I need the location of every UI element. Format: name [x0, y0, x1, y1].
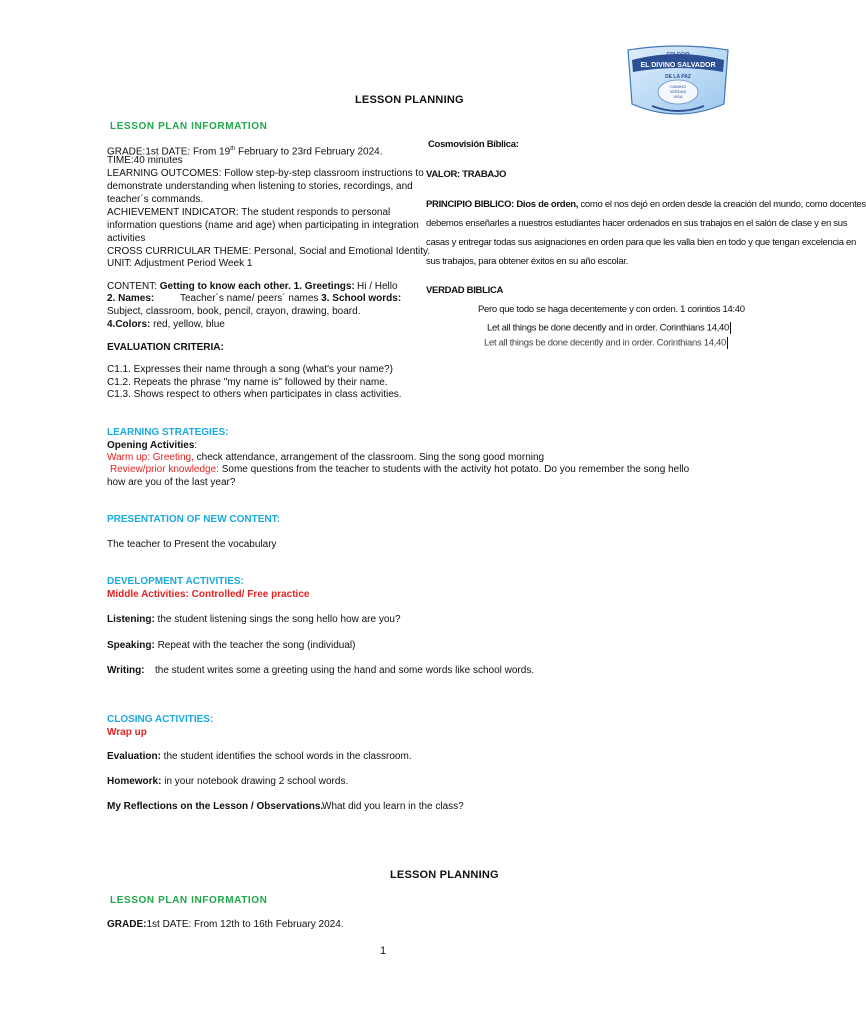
homework-line [107, 776, 348, 788]
opening-label: Opening Activities [107, 440, 195, 451]
school-crest-icon [622, 44, 734, 118]
strategies-heading: LEARNING STRATEGIES: [107, 427, 229, 438]
verdad-en-ghost-text: Let all things be done decently and in order. Corinthians 14,40 [484, 337, 727, 349]
warmup-line [107, 452, 544, 464]
principio-line-1 [426, 199, 866, 211]
page-number: 1 [380, 945, 387, 957]
text-cursor [730, 322, 731, 334]
content-line-3: Subject, classroom, book, pencil, crayon, drawing, board. [107, 306, 361, 317]
principio-line-4: sus trabajos, para obtener éxitos en su año escolar. [426, 256, 628, 267]
warmup-text: check attendance, arrangement of the classroom. Sing the song good morning [193, 452, 545, 463]
review-text: Some questions from the teacher to students with the activity hot potato. Do you remember the song hello [218, 464, 690, 475]
review-line-2: how are you of the last year? [107, 477, 236, 488]
reflections-label: My Reflections on the Lesson / Observations. [107, 801, 324, 812]
middle-activities: Middle Activities: Controlled/ Free practice [107, 589, 310, 600]
principio-text-1: como el nos dejó en orden desde la creación del mundo, como docentes [578, 199, 866, 210]
speaking-text: Repeat with the teacher the song (individual) [154, 640, 356, 651]
second-grade-line [107, 919, 344, 931]
development-heading: DEVELOPMENT ACTIVITIES: [107, 576, 244, 587]
listening-label: Listening: [107, 614, 155, 625]
writing-line [107, 665, 145, 677]
criteria-item: C1.1. Expresses their name through a song (what's your name?) [107, 364, 393, 375]
homework-label: Homework: [107, 776, 162, 787]
cosmovision-heading: Cosmovisión Bíblica: [428, 139, 519, 150]
verdad-en-text: Let all things be done decently and in order. Corinthians 14,40 [487, 322, 730, 334]
valor-line: VALOR: TRABAJO [426, 169, 507, 180]
grade-date-tail: February to 23rd February 2024. [235, 146, 383, 158]
evaluation-heading [107, 342, 224, 354]
content-line-4 [107, 319, 225, 331]
verdad-en-ghost [484, 337, 728, 349]
review-line [107, 464, 689, 476]
indicator-line-3: activities [107, 233, 146, 244]
second-title: LESSON PLANNING [390, 869, 499, 881]
writing-text: the student writes some a greeting using the hand and some words like school words. [155, 665, 535, 676]
content-colors-text: red, yellow, blue [150, 319, 225, 330]
listening-text: the student listening sings the song hello how are you? [154, 614, 401, 625]
svg-text:COLEGIO: COLEGIO [666, 52, 690, 58]
reflections-line [107, 801, 323, 813]
speaking-line [107, 640, 355, 652]
content-names-label: 2. Names: [107, 293, 155, 304]
verdad-label: VERDAD BIBLICA [426, 285, 504, 296]
page-title: LESSON PLANNING [355, 94, 464, 106]
unit-line: UNIT: Adjustment Period Week 1 [107, 258, 253, 269]
principio-line-2: debemos enseñarles a nuestros estudiantes hacer ordenados en sus trabajos en el salón de clase y en sus [426, 218, 848, 229]
presentation-heading: PRESENTATION OF NEW CONTENT: [107, 514, 280, 525]
evaluation-line [107, 751, 412, 763]
text-cursor-ghost [727, 337, 728, 349]
listening-line [107, 614, 401, 626]
content-school-words-label: 3. School words: [321, 293, 402, 304]
opening-activities: Opening Activities: [107, 440, 198, 451]
content-colors-label: 4.Colors: [107, 319, 151, 330]
content-label: CONTENT: [107, 281, 160, 292]
criteria-item: C1.3. Shows respect to others when participates in class activities. [107, 389, 402, 400]
evaluation-heading-text: EVALUATION CRITERIA: [107, 342, 224, 353]
principio-line-3: casas y entregar todas sus asignaciones en orden para que les valla bien en todo y que tengan excelencia en [426, 237, 857, 248]
closing-heading: CLOSING ACTIVITIES: [107, 714, 214, 725]
grade-date-text: GRADE:1st DATE: From 19 [107, 146, 231, 158]
theme-line: CROSS CURRICULAR THEME: Personal, Social and Emotional Identity. [107, 246, 431, 257]
section-heading: LESSON PLAN INFORMATION [110, 121, 268, 132]
outcomes-line-2: demonstrate understanding when listening to stories, recordings, and [107, 181, 413, 192]
second-section-heading: LESSON PLAN INFORMATION [110, 895, 268, 906]
verdad-es: Pero que todo se haga decentemente y con orden. 1 corintios 14:40 [478, 304, 745, 315]
content-line-1 [107, 281, 355, 293]
content-greetings: Getting to know each other. 1. Greetings: [159, 281, 355, 292]
outcomes-line-3: teacher´s commands. [107, 194, 204, 205]
indicator-line-1: ACHIEVEMENT INDICATOR: The student responds to personal [107, 207, 391, 218]
wrap-up: Wrap up [107, 727, 147, 738]
second-grade-label: GRADE: [107, 919, 147, 930]
time-line: TIME:40 minutes [107, 155, 183, 166]
grade-date-sup: th [230, 146, 236, 152]
svg-text:VERDAD: VERDAD [669, 89, 687, 94]
evaluation-label: Evaluation: [107, 751, 161, 762]
verdad-en [487, 322, 731, 335]
homework-text: in your notebook drawing 2 school words. [161, 776, 349, 787]
content-names-text: Teacher´s name/ peers´ names [180, 293, 322, 304]
outcomes-line-1: LEARNING OUTCOMES: Follow step-by-step classroom instructions to [107, 168, 424, 179]
svg-text:DE LA PAZ: DE LA PAZ [665, 74, 691, 80]
evaluation-text: the student identifies the school words in the classroom. [160, 751, 412, 762]
content-line-2b [180, 293, 401, 305]
criteria-item: C1.2. Repeats the phrase "my name is" followed by their name. [107, 377, 388, 388]
speaking-label: Speaking: [107, 640, 155, 651]
svg-text:CAMINO: CAMINO [670, 84, 686, 89]
reflections-text: What did you learn in the class? [322, 801, 464, 812]
content-line-2 [107, 293, 154, 305]
principio-label: PRINCIPIO BIBLICO: Dios de orden, [426, 199, 579, 210]
content-hi-hello: Hi / Hello [357, 281, 398, 292]
school-logo [622, 44, 734, 118]
review-label: Review/prior knowledge: [110, 464, 219, 475]
warmup-label: Warm up: Greeting, [107, 452, 194, 463]
presentation-text: The teacher to Present the vocabulary [107, 539, 277, 550]
svg-text:EL DIVINO SALVADOR: EL DIVINO SALVADOR [640, 62, 716, 69]
indicator-line-2: information questions (name and age) when participating in integration [107, 220, 419, 231]
second-grade-text: 1st DATE: From 12th to 16th February 2024. [146, 919, 344, 930]
svg-text:VIDA: VIDA [673, 94, 683, 99]
writing-label: Writing: [107, 665, 145, 676]
